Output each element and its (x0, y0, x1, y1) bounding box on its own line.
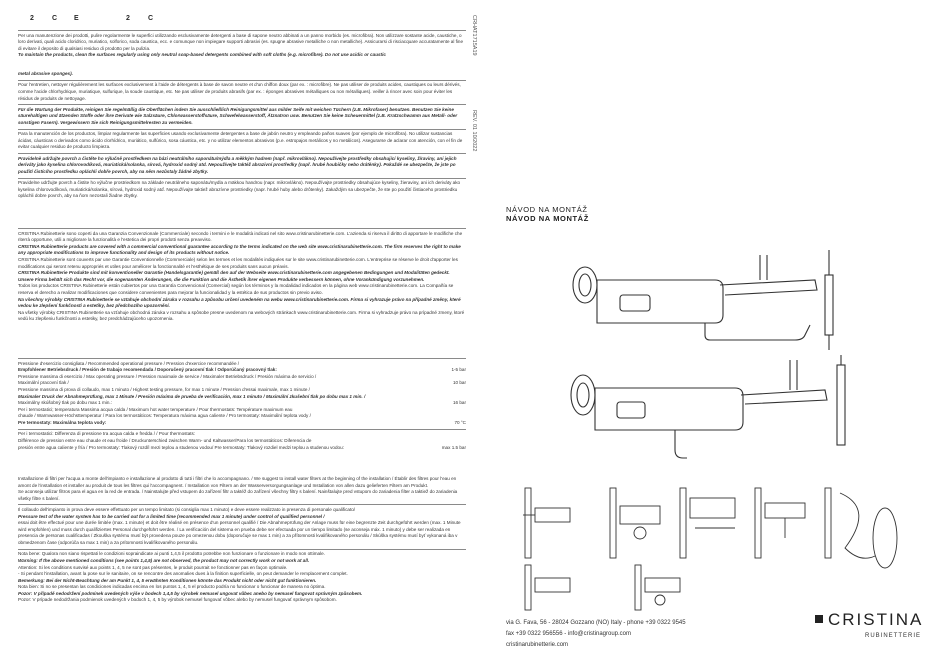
cleaning-en-2: metal abrasive sponges). (18, 71, 73, 77)
flush-other: essai doit être effectué pour une durée limitée (max. 1 minute) et doit être réalisé en présence d'un personnel qualifié / Die Abnahmeprüfung der Anlage muss für eine begrenzte Zeit durchgeführt werden (max. 1 Minute wird empfohlen) und muss durch qualifiziertes Personal durchgeführt werden. / La verificación del sistema en prueba debe ser efectuada por un tiempo limitado (se aconseja máx. 1 minuto) y debe ser realizada en presencia de personas cualificadas / Zkouška systému musí být provedena pouze po omezenou dobu (doporučuje se max 1 min) a za přítomnosti kvalifikovaného personálu / Skúška systému musí byť vykonaná iba v obmedzenom čase (odporúča sa max 1 min) a za prítomnosti kvalifikovaného personálu. (18, 520, 461, 546)
spec-value: 16 bar (452, 400, 466, 406)
brand-name: CRISTINA (828, 610, 924, 629)
header-code: C (148, 15, 155, 22)
spec-line: chaude / Warmwasser-Höchsttemperatur / Para los termostáticos: Temperatura máxima agua caliente / Pro termostaty: Maximální teplota vody / (18, 413, 311, 419)
revision: REV. 01 10/2022 (471, 110, 477, 152)
cleaning-sk: Pravidelne udržujte povrch a čistite ho výlučne prostriedkom na základe neutrálneho saponátu/mydla a mäkkou handrou (napr. mikrovlákno). Nepoužívajte prostriedky obsahujúce kyseliny, žieraviny, ani ich deriváty ako kyselina chlorovodíková, muriatická/solanka, sírová, hydroxid sodný atď. Nepoužívajte taktiež abrazívne prostriedky (napr. hrubé huby alebo drôtenky). Zakaždým sa ubezpečte, že ste po použití čistiaceho prostriedku opláchli dobre povrch, aby na ňom nezostali žiadne zbytky. (18, 180, 461, 199)
note-en: Warning: If the above mentioned conditions (see points 1,4,5) are not observed, the product may not correctly work or not work at all. (18, 557, 310, 563)
warranty-es: Todos los productos CRISTINA Rubinetterie están cubiertos por una Garantía Convencional (Comercial) según los términos y la modalidad indicados en la página web www.cristinarubinetterie.com. La Compañía se reserva el derecho a realizar modificaciones que considere convenientes para mejorar la funcionalidad y la estética de sus productos sin previo aviso. (18, 283, 454, 296)
spec-line: Différence de pression entre eau chaude et eau froide / Druckunterschied zwischen Warm- und Kaltwasser/Para los termostáticos: Diferencia de (18, 437, 312, 443)
title-2: NÁVOD NA MONTÁŽ (506, 214, 589, 223)
faucet-drawing-top (555, 245, 865, 355)
spec-value: 1-5 bar (451, 367, 466, 373)
warranty-fr: CRISTINA Rubinetterie sont couverts par une Garantie Conventionnelle (Commerciale) selon les termes et les modalités indiquées sur le site www.cristinarubinetterie.com. L'entreprise se réserve le droit d'apporter les modifications qui seront retenu appropriés et utiles pour améliorer la fonctionnalité et l'esthétique de ses produits sans aucun préavis. (18, 257, 458, 269)
specs-section (18, 356, 466, 451)
warranty-en: CRISTINA Rubinetterie products are covered with a commercial conventional guarantee according to the terms indicated on the web site www.cristinarubinetterie.com. The firm reserves the right to make any appropriate modifications to improve functionality and design of its products without notice. (18, 243, 461, 256)
spec-line: Maximaler Druck der Abnahmeprüfung, max 1 Minute / Presión máxima de prueba de verificación, max 1 minuto / Maximální zkušební tlak po dobu max 1 min. / (18, 393, 366, 399)
install-filters: Installazione di filtri per l'acqua a monte dell'impianto e installazione al prodotto di tutti i filtri che lo accompagnano. / We suggest to install water filters at the beginning of the installation / Établir des filtres pour l'eau en amont de l'installation et installer au produit de tous les filtres qui l'accompagnent. / Installation von Filtern an der Wasserversorgungsanlage und Installation von allen dazu gelieferten Filtern am Produkt. (18, 476, 457, 488)
warranty-cz: Na všechny výrobky CRISTINA Rubinetterie se vztahuje obchodní záruka v rozsahu a způsobu určení uvedeném na webu www.cristinarubinetterie.com. Firma si vyhrazuje právo na případné změny, které vedou ke zlepšení funkčnosti a estetiky, bez předchozího upozornění. (18, 296, 461, 309)
brand-sub: RUBINETTERIE (865, 633, 922, 639)
spec-line: Per i termostatici; temperatura Massima acqua calda / Maximum hot water temperature / Pour thermostats: Température maximum eau (18, 406, 293, 412)
warranty-section (18, 226, 466, 323)
cleaning-en: To maintain the products, clean the surfaces regularly using only neutral soap-based detergents combined with soft cloths (e.g. microfibre). Do not use acidic or caustic (18, 52, 386, 58)
address-line: cristinarubinetterie.com (506, 642, 569, 648)
note-fr: Attention: Si les conditions susvisé aux points 1, 4, 5 ne sont pas présentes, le produit pourrait ne fonctionner pas en façon optimale. (18, 564, 288, 570)
note-fr-2: - Si pendant l'installation, avant la pose sur le sanitaire, on se rencontre des anomalies dues à la finition superficielle, on peut demander le remplacement complet. (18, 571, 348, 577)
note-it: Nota bene: Qualora non siano rispettati le condizioni sopraindicate ai punti 1,4,5 il prodotto potrebbe non funzionare o funzionare in modo non ottimale. (18, 551, 325, 557)
faucet-drawing-bottom (555, 350, 875, 470)
header-code: 2 (126, 15, 131, 22)
spec-line: Maximální pracovní tlak / (18, 380, 69, 386)
spec-line: Maximálny skúšobný tlak po dobu max 1 min.: (18, 400, 112, 406)
spec-line: Pressione massima di prova di collaudo, max 1 minuto / Highest testing pressure, for max 1 minute / Pression d'essai maximale, max 1 minute / (18, 387, 310, 393)
vertical-codes (467, 15, 481, 215)
header-code: 2 (30, 15, 35, 22)
cleaning-fr: Pour l'entretien, nettoyer régulièrement les surfaces exclusivement à l'aide de détergents à base de savon neutre et d'un chiffon doux (par ex. : microfibre). Ne pas utiliser de produits acides, caustiques ou leurs dérivés, comme l'acide chlorhydrique, muriatique, sulfurique, la soude caustique, etc. Ne pas utiliser de produits abrasifs (par ex. : éponges abrasives métalliques ou non métalliques). veiller à rincer avec soin pour éviter les résidus de produits de nettoyage. (18, 82, 461, 101)
warranty-it: CRISTINA Rubinetterie sono coperti da una Garanzia Convenzionale (Commerciale) secondo i termini e le modalità indicati nel sito www.cristinarubinetterie.com. L'azienda si riserva il diritto di apportare le modifiche che riterrà opportune, utili a migliorare la funzionalità e l'estetica dei propri prodotti senza preavviso. (18, 230, 463, 243)
spec-value: 10 bar (452, 380, 466, 386)
note-sk: Pozor: V prípade nedodržania podmienok uvedených v bodoch 1, 4, 5 by výrobok nemusel fungovať vôbec alebo by nemusel fungovať správnym spôsobom. (18, 597, 337, 603)
logo-square-icon (815, 615, 823, 623)
note-de: Bemerkung: Bei der Nicht-Beachtung der am Punkt 1, 4, 5 erwähnten Konditionen könnte das Produkt nicht oder nicht gut funktionieren. (18, 577, 317, 583)
spec-line: Pre termostaty: Maximálna teplota vody: (18, 420, 107, 426)
header-code: C (52, 15, 59, 22)
cleaning-es: Para la manutención de los productos, limpiar regularmente las superficies usando exclusivamente detergentes a base de jabón neutro y empleando paños suaves (por ejemplo de microfibra). No utilizar sustancias ácidas, cáusticas o derivados como ácido clorhídrico, muriático, sulfúrico, sosa cáustica, etc. y no utilizar elementos abrasivos (p.e. estropajos metálicos y no metálicos). Asegurarse de aclarar con atención, con el fin de evitar cualquier residuo de producto limpieza. (18, 131, 463, 150)
install-steps-drawing-2 (515, 560, 815, 620)
header-code: E (74, 15, 80, 22)
title-1: NÁVOD NA MONTÁŽ (506, 205, 588, 214)
note-es: Nota bien: Si no se presentan las condiciones indicadas encima en los puntos 1, 4, 5 el producto podría no funcionar o funcionar de manera no óptima. (18, 584, 326, 590)
cleaning-cz: Pravidelně udržujte povrch a čistěte ho výlučně prostředkem na bázi neutrálního saponátu/mýdla a měkkým hadrem (např. mikrovlákno). Nepoužívejte prostředky obsahující kyseliny, žíraviny, ani jejich deriváty jako kyselina chlorovodíková, muriatická/solanka, sírová, hydroxid sodný atd. Nepoužívejte taktéž abrazivní prostředky (např. hrubé houbičky nebo drátěnky). Pokaždé se ubezpečte, že jste po použití čistícího prostředku opláchli dobře povrch, aby na něm nezůstaly žádné zbytky. (18, 155, 457, 174)
header-codes (30, 15, 170, 22)
cleaning-de: Für die Wartung der Produkte, reinigen Sie regelmäßig die Oberflächen indem Sie ausschließlich Reinigungsmittel aus milder Seife mit weichen Tüchern (z.B. Mikrofaser) benutzen. Benutzen Sie keine säurehaltigen und ätzenden Stoffe oder ihre Derivate wie Salzsäure, Chlorwasserstoffsäure, Schwefelwasserstoff, Ätznatron usw. Benutzen Sie keine Scheuermittel (z.B. Kratzschwamm aus Metall- oder sonstigen Fasern). Vergewissern Sie sich Reinigungsmittelresten zu vermeiden. (18, 106, 458, 125)
spec-value: 70 °C (454, 420, 466, 426)
spec-line: Empfohlener Betriebsdruck / Presión de trabajo recomendada / Doporučený pracovní tlak / Odporúčaný pracovný tlak: (18, 367, 277, 373)
cleaning-section (18, 28, 466, 200)
spec-value: max 1.5 bar (441, 444, 466, 450)
note-cz: Pozor: V případě nedodržení podmínek uvedených výše v bodech 1,4,5 by výrobek nemusel ungovat vůbec anebo by nemusel fungovat správným způsobem. (18, 590, 363, 596)
doc-code: CRHAT1715A19 (471, 15, 477, 56)
cleaning-it: Per una manutenzione dei prodotti, pulire regolarmente le superfici utilizzando esclusivamente detergenti a base di sapone neutro abbinati a un panno morbido (es. microfibra). Non utilizzare sostante acide, caustiche, o loro derivati, quali acido cloridrico, muriatico, solforico, soda caustica, ecc. e comunque non impiegare supporti abrasivi (es. spugne abrasive metalliche o non metalliche). Assicurarsi di risciacquare accuratamente al fine di evitare il deposito di qualsiasi residuo di prodotto per la pulizia. (18, 32, 464, 51)
spec-line: Pressione d'esercizio consigliata / Recommended operational pressure / Pression d'exercice recommandée / (18, 360, 240, 366)
flush-en: Pressure test of the water system has to be carried out for a limited time (recommended max 1 minute) under control of qualified personnel / (18, 513, 325, 519)
address-line: via G. Fava, 56 - 28024 Gozzano (NO) Italy - phone +39 0322 9545 (506, 620, 686, 626)
spec-line: presión entre agua caliente y fría / Pro termostaty: Tlakový rozdíl mezi teplou a studenou vodou/ Pre termostaty: Tlakový rozdiel medzi teplou a studenou vodou: (18, 444, 344, 450)
flush-it: Il collaudo dell'impianto in prova deve essere effettuato per un tempo limitato (si consiglia max 1 minuto) e deve essere realizzato in presenza di personale qualificato/ (18, 507, 356, 513)
warranty-sk: Na všetky výrobky CRISTINA Rubinetterie sa vzťahuje obchodná záruka v rozsahu a spôsobe presne uvedenom na webových stránkach www.cristinarubinetterie.com. Firma si vyhradzuje právo na prípadné zmeny, ktoré vedú ku zlepšeniu funkčnosti a estetiky, bez predchádzajúceho upozornenia. (18, 309, 465, 322)
install-filters-es: Se aconseja utilizar filtros para el agua en la red de entrada. / Nainstalujte před vstupem do zařízení filtr a taktéž do zařízení všechny filtry s balení. Nainštalujte pred vstupom do zariadenia filter a taktiež do zariadenia všetky filtre s balení. (18, 489, 458, 501)
spec-line: Per i termostatici: Differenza di pressione tra acqua calda e fredda / / Pour thermostats: (18, 431, 196, 437)
install-section (18, 476, 466, 604)
spec-line: Pressione massima di esercizio / Max operating pressure / Pression maximale de service / Maximaler Betriebsdruck / Presión máxima de servicio / (18, 373, 317, 379)
warranty-de: CRISTINA Rubinetterie Produkte sind mit konventioneller Garantie (Handelsgarantie) gemäß den auf der Webseite www.cristinarubinetterie.com angegebenen Bedingungen und Modalitäten gedeckt. Unsere Firma behält sich das Recht vor, die sogenannten Änderungen, die die Funktion und die Ästhetik ihrer eigenen Produkte verbessern können, ohne Vorankündigung vorzunehmen. (18, 270, 450, 282)
address-line: fax +39 0322 956556 - info@cristinagroup.com (506, 631, 632, 637)
